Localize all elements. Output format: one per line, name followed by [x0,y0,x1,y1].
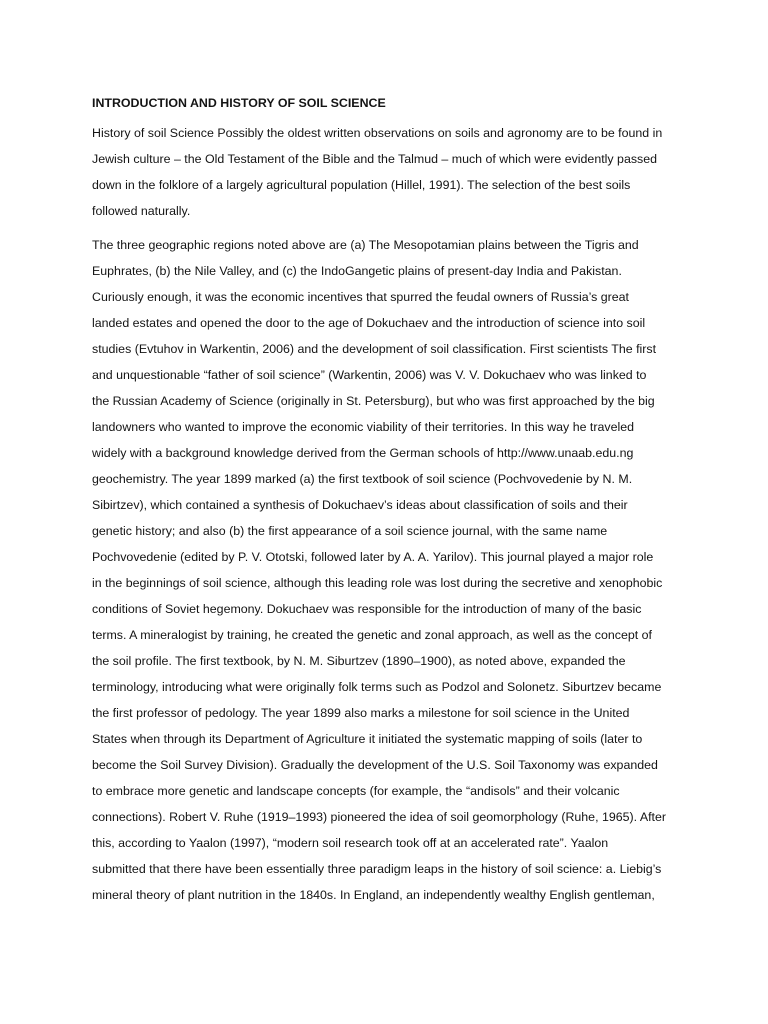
text-line: in the beginnings of soil science, although this leading role was lost during the secretive and xenophobic [92,576,663,590]
text-line: followed naturally. [92,204,191,218]
text-line: studies (Evtuhov in Warkentin, 2006) and the development of soil classification. First scientists The first [92,342,657,356]
text-line: mineral theory of plant nutrition in the 1840s. In England, an independently wealthy English gentleman, [92,888,655,902]
text-line: the soil profile. The first textbook, by N. M. Siburtzev (1890–1900), as noted above, expanded the [92,654,626,668]
document-title: INTRODUCTION AND HISTORY OF SOIL SCIENCE [92,96,386,110]
text-line: terms. A mineralogist by training, he created the genetic and zonal approach, as well as the concept of [92,628,652,642]
text-line: Jewish culture – the Old Testament of the Bible and the Talmud – much of which were evidently passed [92,152,658,166]
text-line: to embrace more genetic and landscape concepts (for example, the “andisols” and their volcanic [92,784,620,798]
text-line: landowners who wanted to improve the economic viability of their territories. In this way he traveled [92,420,635,434]
text-line: genetic history; and also (b) the first appearance of a soil science journal, with the same name [92,524,608,538]
text-line: the Russian Academy of Science (originally in St. Petersburg), but who was first approached by the big [92,394,655,408]
text-line: Pochvovedenie (edited by P. V. Ototski, followed later by A. A. Yarilov). This journal played a major role [92,550,654,564]
text-line: The three geographic regions noted above are (a) The Mesopotamian plains between the Tigris and [92,238,639,252]
paragraph-2 [92,232,677,908]
text-line: down in the folklore of a largely agricultural population (Hillel, 1991). The selection of the best soils [92,178,631,192]
text-line: landed estates and opened the door to the age of Dokuchaev and the introduction of science into soil [92,316,646,330]
text-line: this, according to Yaalon (1997), “modern soil research took off at an accelerated rate”. Yaalon [92,836,609,850]
text-line: become the Soil Survey Division). Gradually the development of the U.S. Soil Taxonomy was expanded [92,758,658,772]
text-line: connections). Robert V. Ruhe (1919–1993) pioneered the idea of soil geomorphology (Ruhe, 1965). After [92,810,667,824]
text-line: Sibirtzev), which contained a synthesis of Dokuchaev’s ideas about classification of soils and their [92,498,628,512]
text-line: and unquestionable “father of soil science” (Warkentin, 2006) was V. V. Dokuchaev who was linked to [92,368,647,382]
text-line: widely with a background knowledge derived from the German schools of http://www.unaab.edu.ng [92,446,634,460]
paragraph-1 [92,120,677,224]
text-line: terminology, introducing what were originally folk terms such as Podzol and Solonetz. Siburtzev became [92,680,662,694]
text-line: submitted that there have been essentially three paradigm leaps in the history of soil science: a. Liebig’s [92,862,662,876]
text-line: the first professor of pedology. The year 1899 also marks a milestone for soil science in the United [92,706,630,720]
text-line: Euphrates, (b) the Nile Valley, and (c) the IndoGangetic plains of present-day India and Pakistan. [92,264,622,278]
text-line: History of soil Science Possibly the oldest written observations on soils and agronomy are to be found in [92,126,663,140]
text-line: geochemistry. The year 1899 marked (a) the first textbook of soil science (Pochvovedenie by N. M. [92,472,633,486]
text-line: conditions of Soviet hegemony. Dokuchaev was responsible for the introduction of many of the basic [92,602,642,616]
text-line: States when through its Department of Agriculture it initiated the systematic mapping of soils (later to [92,732,643,746]
document-body [92,92,677,916]
text-line: Curiously enough, it was the economic incentives that spurred the feudal owners of Russia’s great [92,290,629,304]
